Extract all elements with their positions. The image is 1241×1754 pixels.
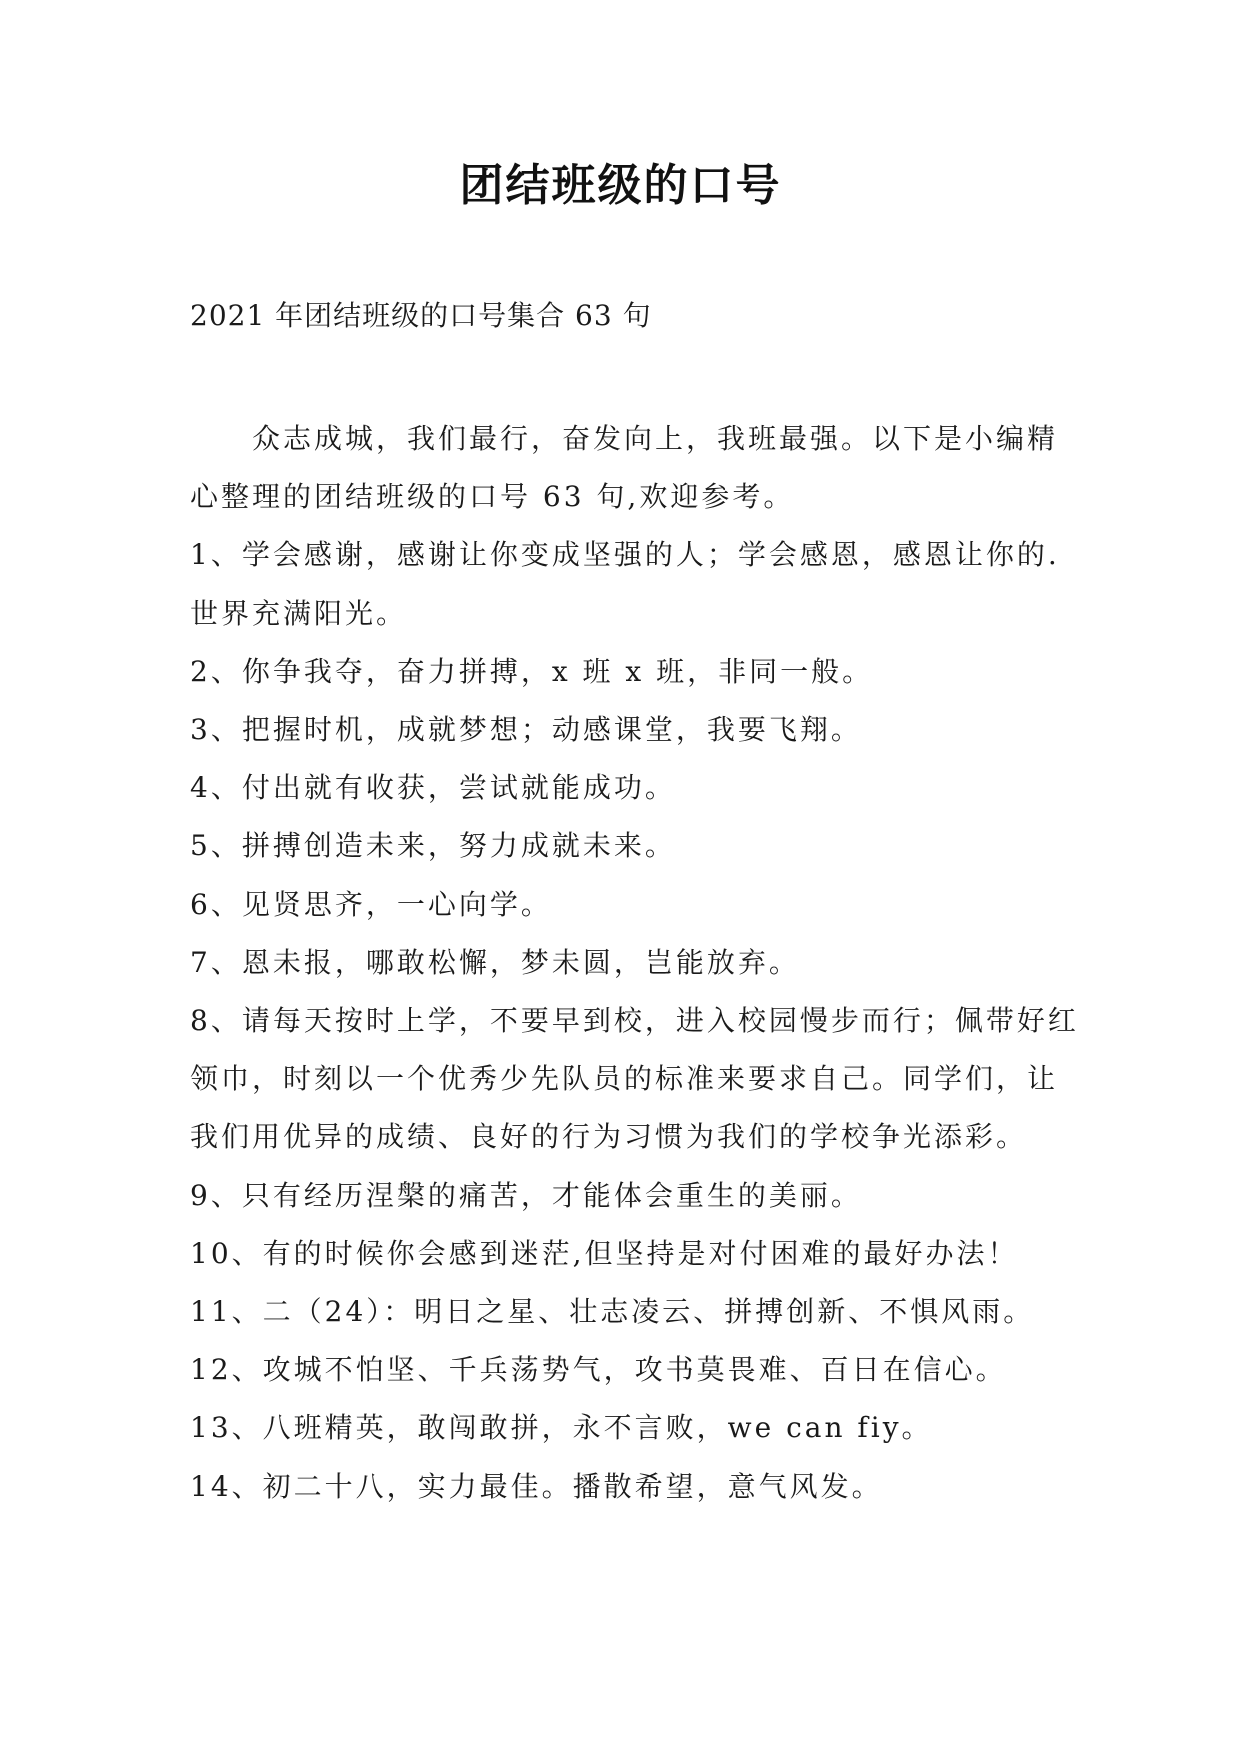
document-body bbox=[190, 410, 1080, 1516]
slogan-item-12: 12、攻城不怕坚、千兵荡势气，攻书莫畏难、百日在信心。 bbox=[190, 1353, 1007, 1387]
document-title: 团结班级的口号 bbox=[459, 160, 782, 211]
slogan-item-3: 3、把握时机，成就梦想；动感课堂，我要飞翔。 bbox=[190, 713, 862, 747]
document-subtitle: 2021 年团结班级的口号集合 63 句 bbox=[190, 299, 652, 332]
slogan-item-7: 7、恩未报，哪敢松懈，梦未圆，岂能放弃。 bbox=[190, 945, 800, 979]
slogan-item-6: 6、见贤思齐，一心向学。 bbox=[190, 887, 552, 921]
slogan-item-9: 9、只有经历涅槃的痛苦，才能体会重生的美丽。 bbox=[190, 1178, 862, 1212]
slogan-item-4: 4、付出就有收获，尝试就能成功。 bbox=[190, 771, 676, 805]
slogan-item-5: 5、拼搏创造未来，努力成就未来。 bbox=[190, 829, 676, 863]
slogan-item-14: 14、初二十八，实力最佳。播散希望，意气风发。 bbox=[190, 1469, 883, 1503]
slogan-item-10: 10、有的时候你会感到迷茫,但坚持是对付困难的最好办法！ bbox=[190, 1236, 1019, 1270]
slogan-item-13: 13、八班精英，敢闯敢拼，永不言败，we can fiy。 bbox=[190, 1411, 933, 1445]
slogan-item-8: 8、请每天按时上学，不要早到校，进入校园慢步而行；佩带好红领巾，时刻以一个优秀少先队员的标准来要求自己。同学们，让我们用优异的成绩、良好的行为习惯为我们的学校争光添彩。 bbox=[190, 1004, 1079, 1154]
slogan-item-2: 2、你争我夺，奋力拼搏，x 班 x 班，非同一般。 bbox=[190, 654, 874, 688]
intro-paragraph: 众志成城，我们最行，奋发向上，我班最强。以下是小编精心整理的团结班级的口号 63 句,欢迎参考。 bbox=[190, 422, 1059, 514]
slogan-item-1: 1、学会感谢，感谢让你变成坚强的人；学会感恩，感恩让你的.世界充满阳光。 bbox=[190, 538, 1060, 630]
slogan-item-11: 11、二（24）：明日之星、壮志凌云、拼搏创新、不惧风雨。 bbox=[190, 1295, 1035, 1329]
